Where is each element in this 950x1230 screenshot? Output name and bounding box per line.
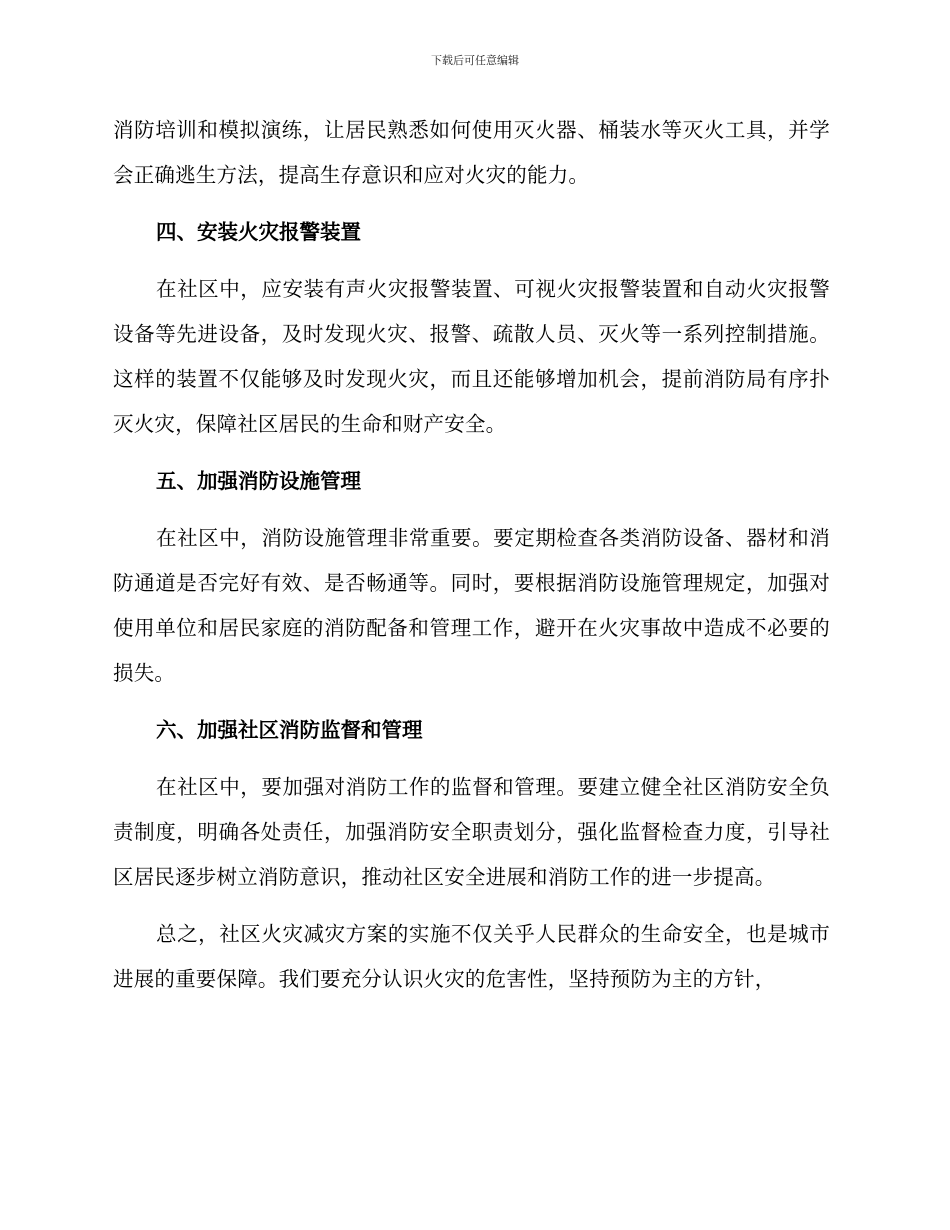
paragraph-alarm-devices: 在社区中，应安装有声火灾报警装置、可视火灾报警装置和自动火灾报警设备等先进设备，及时发现火灾、报警、疏散人员、灭火等一系列控制措施。这样的装置不仅能够及时发现火灾，而且还能够增加机会，提前消防局有序扑灭火灾，保障社区居民的生命和财产安全。 — [113, 277, 830, 436]
section-heading-6: 六、加强社区消防监督和管理 — [156, 718, 423, 742]
spacer — [113, 753, 830, 765]
section-heading-5: 五、加强消防设施管理 — [156, 469, 361, 493]
spacer — [113, 447, 830, 459]
spacer — [113, 198, 830, 210]
section-heading-4: 四、安装火灾报警装置 — [156, 220, 361, 244]
paragraph-facility-management: 在社区中，消防设施管理非常重要。要定期检查各类消防设备、器材和消防通道是否完好有效、是否畅通等。同时，要根据消防设施管理规定，加强对使用单位和居民家庭的消防配备和管理工作，避开在火灾事故中造成不必要的损失。 — [113, 526, 830, 685]
paragraph-conclusion: 总之，社区火灾减灾方案的实施不仅关乎人民群众的生命安全，也是城市进展的重要保障。我们要充分认识火灾的危害性，坚持预防为主的方针， — [113, 922, 830, 991]
spacer — [113, 900, 830, 912]
spacer — [113, 504, 830, 516]
document-body — [113, 108, 830, 1002]
spacer — [113, 696, 830, 708]
paragraph-continued: 消防培训和模拟演练，让居民熟悉如何使用灭火器、桶装水等灭火工具，并学会正确逃生方法，提高生存意识和应对火灾的能力。 — [113, 118, 830, 187]
paragraph-supervision: 在社区中，要加强对消防工作的监督和管理。要建立健全社区消防安全负责制度，明确各处责任，加强消防安全职责划分，强化监督检查力度，引导社区居民逐步树立消防意识，推动社区安全进展和消防工作的进一步提高。 — [113, 775, 830, 889]
page-header-note: 下载后可任意编辑 — [431, 54, 519, 67]
spacer — [113, 255, 830, 267]
